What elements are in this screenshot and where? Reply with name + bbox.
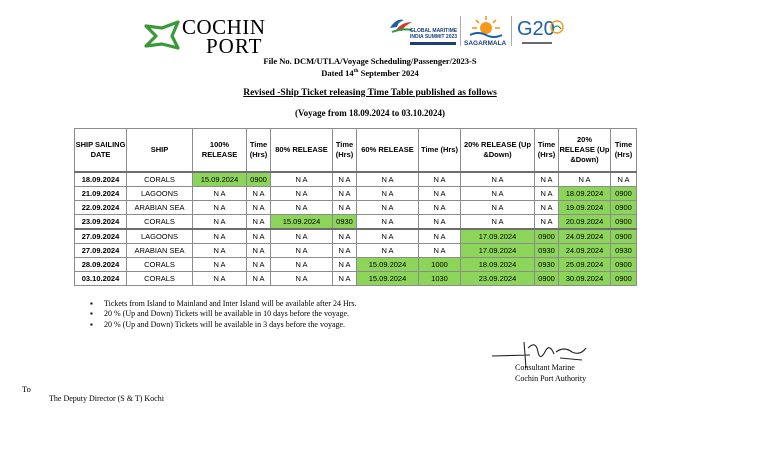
table-cell: 0900 [611,201,637,215]
table-cell: 0900 [611,258,637,272]
table-cell: N A [247,258,271,272]
table-cell: N A [357,215,419,230]
g20-lotus-icon [550,20,564,34]
table-cell: N A [193,258,247,272]
table-cell: CORALS [127,272,193,286]
table-cell: 22.09.2024 [75,201,127,215]
table-cell: N A [357,201,419,215]
table-cell: 0900 [611,229,637,244]
table-cell: 0900 [611,187,637,201]
note-item: ▪ 20 % (Up and Down) Tickets will be available in 10 days before the voyage. [90,309,357,319]
table-row [75,244,637,258]
table-cell: N A [333,272,357,286]
table-cell: N A [461,172,535,187]
table-cell: N A [419,187,461,201]
table-cell: 19.09.2024 [559,201,611,215]
table-cell: N A [333,258,357,272]
column-header: 80% RELEASE [271,129,333,173]
table-cell: 1000 [419,258,461,272]
table-cell: N A [419,244,461,258]
table-cell: N A [535,201,559,215]
table-row [75,272,637,286]
table-cell: N A [193,201,247,215]
column-header: SHIP SAILING DATE [75,129,127,173]
table-cell: N A [333,172,357,187]
ticket-release-table [74,128,637,286]
table-cell: 24.09.2024 [559,229,611,244]
table-cell: N A [357,172,419,187]
table-cell: N A [357,244,419,258]
signatory-block [515,363,586,384]
column-header: Time (Hrs) [333,129,357,173]
note-item: ▪ 20 % (Up and Down) Tickets will be available in 3 days before the voyage. [90,320,357,330]
table-row [75,201,637,215]
table-cell: 17.09.2024 [461,244,535,258]
cochin-port-emblem-icon [142,14,182,54]
table-cell: N A [559,172,611,187]
table-cell: N A [247,244,271,258]
table-cell: N A [193,215,247,230]
table-cell: N A [271,201,333,215]
table-cell: 23.09.2024 [75,215,127,230]
table-cell: 17.09.2024 [461,229,535,244]
table-cell: ARABIAN SEA [127,244,193,258]
table-cell: LAGOONS [127,187,193,201]
table-cell: N A [247,187,271,201]
table-cell: N A [271,172,333,187]
table-cell: N A [271,187,333,201]
table-cell: N A [247,215,271,230]
sagarmala-sun-icon [464,14,508,40]
table-cell: 03.10.2024 [75,272,127,286]
column-header: SHIP [127,129,193,173]
cochin-port-logo [142,14,282,58]
table-cell: 0930 [611,244,637,258]
table-cell: N A [271,229,333,244]
table-cell: 23.09.2024 [461,272,535,286]
table-cell: N A [193,272,247,286]
table-cell: N A [357,229,419,244]
logo-divider [511,16,512,46]
g20-logo [514,14,566,50]
table-cell: 18.09.2024 [559,187,611,201]
table-cell: 18.09.2024 [75,172,127,187]
table-cell: N A [271,244,333,258]
note-item: ▪ Tickets from Island to Mainland and Inter Island will be available after 24 Hrs. [90,299,357,309]
table-cell: CORALS [127,172,193,187]
table-row [75,172,637,187]
table-cell: N A [193,229,247,244]
table-cell: N A [271,258,333,272]
file-number: File No. DCM/UTLA/Voyage Scheduling/Passenger/2023-S [263,56,477,66]
table-cell: 30.09.2024 [559,272,611,286]
heading-rest: -Ship Ticket releasing Time Table published as follows [274,88,497,98]
table-row [75,215,637,230]
table-cell: N A [419,172,461,187]
table-cell: 21.09.2024 [75,187,127,201]
date-prefix: Dated 14 [321,67,354,78]
column-header: Time (Hrs) [611,129,637,173]
table-cell: N A [247,229,271,244]
table-row [75,229,637,244]
table-cell: N A [247,201,271,215]
column-header: 20% RELEASE (Up &Down) [559,129,611,173]
table-cell: 0900 [611,272,637,286]
date-line [0,66,754,78]
table-cell: N A [419,229,461,244]
port-word: PORT [206,34,263,58]
column-header: Time (Hrs) [247,129,271,173]
sagarmala-text: SAGARMALA [464,40,507,47]
voyage-range: (Voyage from 18.09.2024 to 03.10.2024) [295,108,445,118]
table-cell: 15.09.2024 [357,272,419,286]
column-header: 100% RELEASE [193,129,247,173]
table-cell: 28.09.2024 [75,258,127,272]
table-cell: CORALS [127,258,193,272]
table-cell: N A [333,229,357,244]
column-header: Time (Hrs) [419,129,461,173]
g20-text: G20 [517,18,555,40]
table-cell: N A [611,172,637,187]
table-cell: 0930 [333,215,357,230]
table-cell: 1030 [419,272,461,286]
table-cell: 15.09.2024 [357,258,419,272]
date-superscript: th [353,68,359,74]
summit-line-1: GLOBAL MARITIME [410,28,458,34]
table-cell: N A [461,215,535,230]
to-label: To [22,384,31,394]
table-cell: N A [333,244,357,258]
addressee: The Deputy Director (S & T) Kochi [49,394,164,403]
table-cell: N A [419,215,461,230]
column-header: 20% RELEASE (Up &Down) [461,129,535,173]
logo-divider [460,16,461,46]
document-heading [0,88,754,98]
table-cell: N A [357,187,419,201]
table-cell: 0930 [535,258,559,272]
table-cell: N A [193,187,247,201]
table-cell: 24.09.2024 [559,244,611,258]
table-cell: 0930 [535,244,559,258]
table-cell: N A [535,215,559,230]
notes-list [90,299,357,330]
table-cell: 0900 [247,172,271,187]
table-cell: N A [333,187,357,201]
table-header-row [75,129,637,173]
table-cell: N A [193,244,247,258]
maritime-summit-logo [388,14,460,50]
column-header: Time (Hrs) [535,129,559,173]
table-cell: 0900 [611,215,637,230]
table-cell: N A [461,187,535,201]
table-cell: N A [419,201,461,215]
table-cell: 15.09.2024 [193,172,247,187]
heading-revised: Revised [243,88,275,98]
table-cell: 18.09.2024 [461,258,535,272]
table-cell: N A [247,272,271,286]
table-cell: 27.09.2024 [75,229,127,244]
table-cell: N A [535,187,559,201]
table-cell: ARABIAN SEA [127,201,193,215]
signatory-organisation: Cochin Port Authority [515,373,587,383]
signatory-designation: Consultant Marine [515,363,575,372]
table-cell: N A [333,201,357,215]
table-row [75,258,637,272]
table-cell: 25.09.2024 [559,258,611,272]
summit-line-2: INDIA SUMMIT 2023 [410,34,458,40]
table-cell: LAGOONS [127,229,193,244]
table-cell: 0900 [535,272,559,286]
table-cell: N A [461,201,535,215]
table-cell: 27.09.2024 [75,244,127,258]
date-suffix: September 2024 [358,67,419,78]
cochin-word: COCHIN [182,15,266,39]
table-cell: 15.09.2024 [271,215,333,230]
column-header: 60% RELEASE [357,129,419,173]
table-cell: N A [271,272,333,286]
table-row [75,187,637,201]
table-cell: 20.09.2024 [559,215,611,230]
table-cell: 0900 [535,229,559,244]
table-cell: N A [535,172,559,187]
sagarmala-logo [462,14,510,50]
table-cell: CORALS [127,215,193,230]
